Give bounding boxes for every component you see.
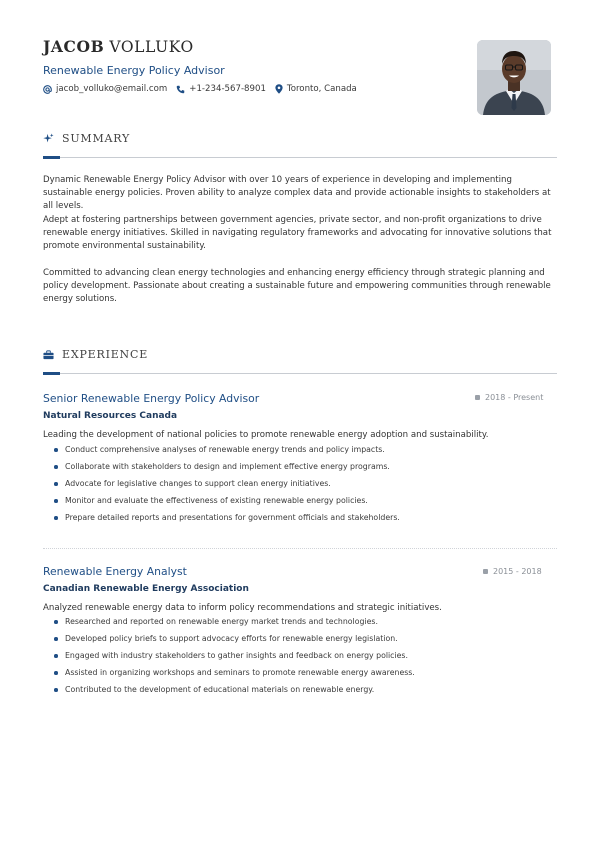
job-2-description: Analyzed renewable energy data to inform policy recommendations and strategic initiatives. (43, 603, 442, 613)
job-1-description: Leading the development of national policies to promote renewable energy adoption and sustainability. (43, 430, 489, 440)
list-item: Assisted in organizing workshops and seminars to promote renewable energy awareness. (54, 667, 415, 684)
summary-heading-text: SUMMARY (62, 132, 131, 145)
job-1-company: Natural Resources Canada (43, 411, 178, 421)
summary-paragraph-2: Adept at fostering partnerships between government agencies, private sector, and non-profit organizations to drive renewable energy initiatives. Skilled in navigating regulatory frameworks and advocating for innovative solutions that promote environmental sustainability. (43, 215, 552, 252)
job-separator (43, 548, 557, 549)
job-2-dates (483, 567, 542, 576)
contact-info (43, 84, 366, 94)
sparkle-icon (43, 133, 54, 144)
location-text: Toronto, Canada (286, 84, 357, 94)
candidate-name (43, 37, 194, 56)
contact-email[interactable] (43, 84, 167, 94)
phone-icon (176, 85, 185, 94)
job-2-dates-text: 2015 - 2018 (493, 567, 542, 576)
list-item: Monitor and evaluate the effectiveness of existing renewable energy policies. (54, 495, 400, 512)
calendar-icon (483, 569, 488, 574)
job-1-dates-text: 2018 - Present (485, 393, 544, 402)
list-item: Conduct comprehensive analyses of renewable energy trends and policy impacts. (54, 444, 400, 461)
first-name: JACOB (43, 37, 105, 56)
list-item: Contributed to the development of educational materials on renewable energy. (54, 684, 415, 701)
job-2-company: Canadian Renewable Energy Association (43, 584, 249, 594)
list-item: Developed policy briefs to support advocacy efforts for renewable energy legislation. (54, 633, 415, 650)
list-item: Researched and reported on renewable energy market trends and technologies. (54, 616, 415, 633)
job-1-bullets (54, 444, 400, 529)
list-item: Advocate for legislative changes to support clean energy initiatives. (54, 478, 400, 495)
job-title-headline: Renewable Energy Policy Advisor (43, 64, 225, 77)
profile-photo (477, 40, 551, 115)
list-item: Prepare detailed reports and presentations for government officials and stakeholders. (54, 512, 400, 529)
contact-location (275, 84, 357, 94)
experience-heading (43, 348, 148, 361)
email-text: jacob_volluko@email.com (56, 84, 168, 94)
job-2-title: Renewable Energy Analyst (43, 565, 187, 578)
summary-divider (43, 157, 557, 158)
experience-divider (43, 373, 557, 374)
briefcase-icon (43, 350, 54, 360)
calendar-icon (475, 395, 480, 400)
location-pin-icon (275, 84, 283, 94)
phone-text: +1-234-567-8901 (189, 84, 266, 94)
job-1-title: Senior Renewable Energy Policy Advisor (43, 392, 260, 405)
job-2-bullets (54, 616, 415, 701)
summary-paragraph-3: Committed to advancing clean energy technologies and enhancing energy efficiency through strategic planning and policy development. Passionate about creating a sustainable future and empowering communities through renewable energy solutions. (43, 268, 551, 305)
list-item: Engaged with industry stakeholders to gather insights and feedback on energy policies. (54, 650, 415, 667)
contact-phone[interactable] (176, 84, 266, 94)
job-1-dates (475, 393, 543, 402)
list-item: Collaborate with stakeholders to design and implement effective energy programs. (54, 461, 400, 478)
at-icon (43, 85, 52, 94)
last-name: VOLLUKO (109, 38, 194, 56)
summary-heading (43, 132, 130, 145)
experience-heading-text: EXPERIENCE (62, 348, 149, 361)
summary-paragraph-1: Dynamic Renewable Energy Policy Advisor with over 10 years of experience in developing and implementing sustainable energy policies. Proven ability to analyze complex data and provide actionable insights to stakeholders at all levels. (43, 175, 551, 212)
